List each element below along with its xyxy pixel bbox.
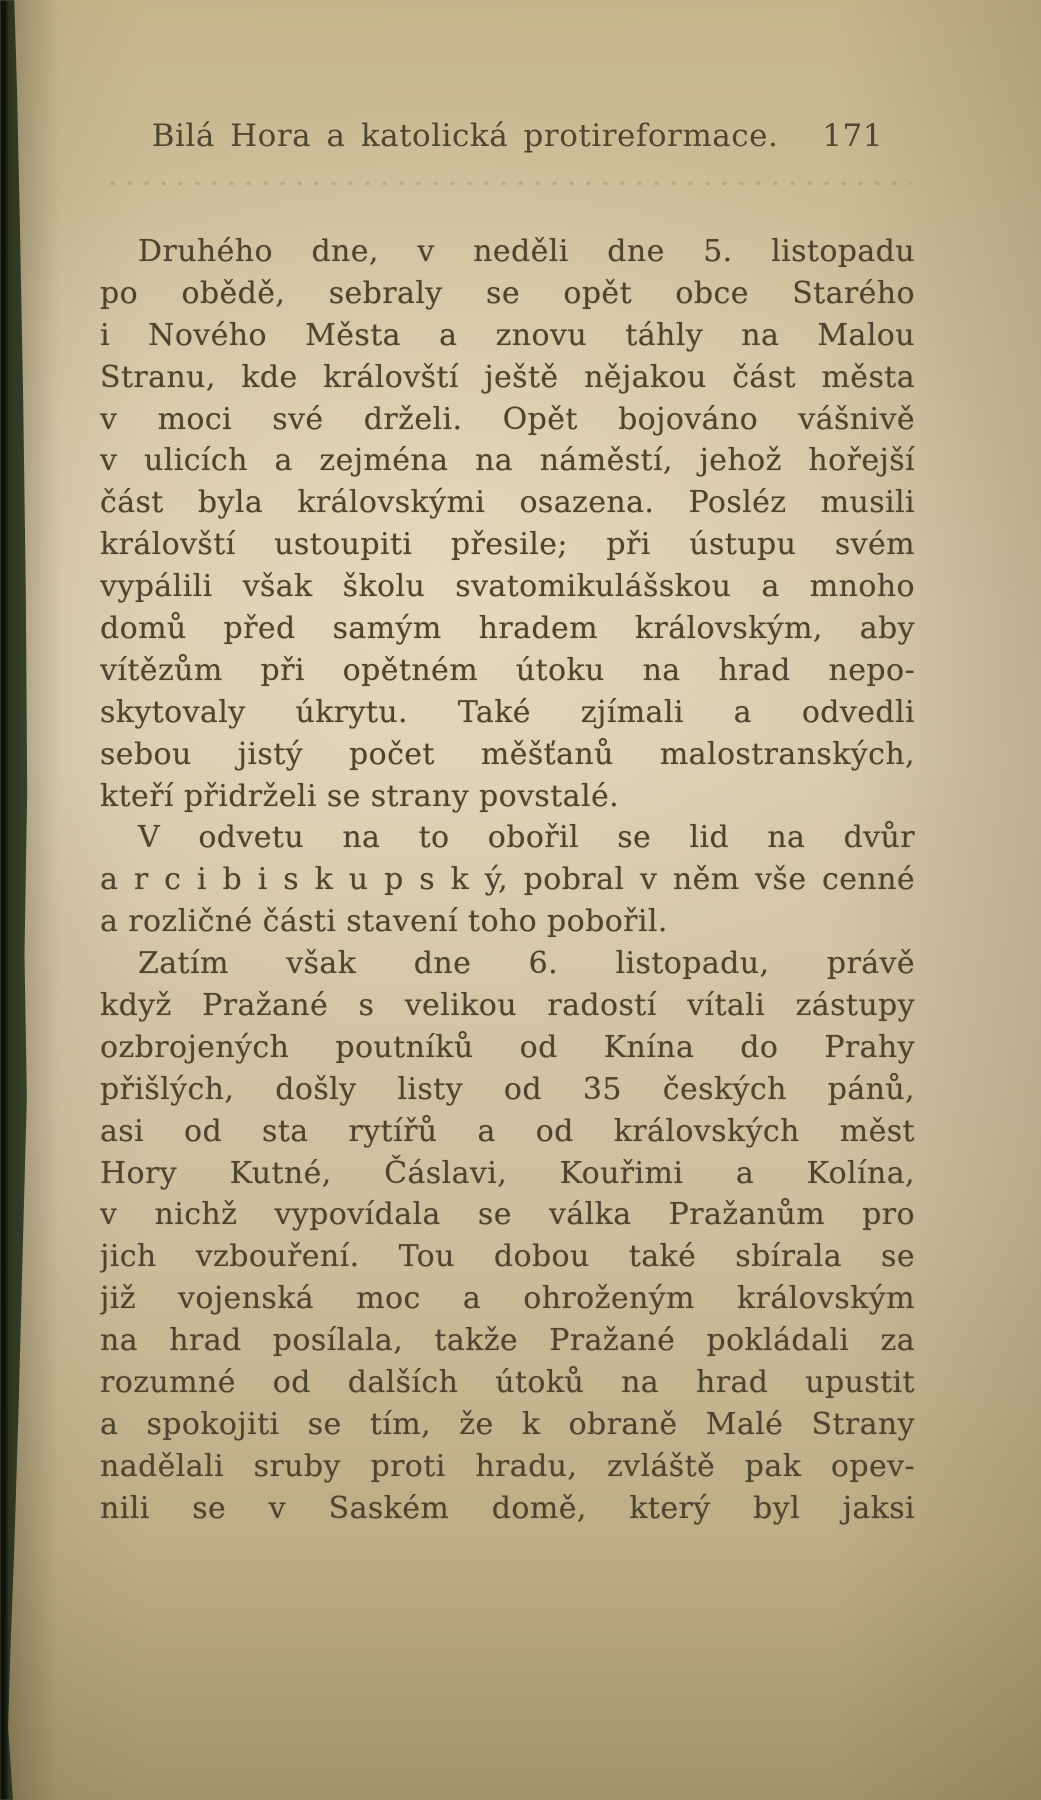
text-line: na hrad posílala, takže Pražané pokládali za (100, 1323, 915, 1359)
text-line: i Nového Města a znovu táhly na Malou (100, 317, 915, 353)
text-line: vítězům při opětném útoku na hrad nepo- (100, 652, 915, 688)
text-line: část byla královskými osazena. Posléz musili (100, 485, 915, 521)
text-line: jich vzbouření. Tou dobou také sbírala se (100, 1239, 915, 1275)
text-line: v moci své drželi. Opět bojováno vášnivě (100, 401, 915, 437)
text-line: přišlých, došly listy od 35 českých pánů, (100, 1071, 915, 1107)
running-header (100, 118, 915, 166)
text-line: Zatím však dne 6. listopadu, právě (138, 946, 915, 982)
text-line: asi od sta rytířů a od královských měst (100, 1113, 915, 1149)
text-line: rozumné od dalších útoků na hrad upustit (100, 1365, 915, 1401)
text-line: vypálili však školu svatomikulášskou a mnoho (100, 569, 915, 605)
text-line: Hory Kutné, Čáslavi, Kouřimi a Kolína, (100, 1155, 915, 1191)
header-rule (108, 182, 911, 185)
text-line: ozbrojených poutníků od Knína do Prahy (100, 1029, 915, 1065)
text-line: královští ustoupiti přesile; při ústupu svém (100, 527, 915, 563)
text-line: když Pražané s velikou radostí vítali zástupy (100, 988, 915, 1024)
binding-edge (0, 0, 34, 1800)
text-line: a rozličné části stavení toho pobořil. (100, 904, 668, 940)
text-line: po obědě, sebraly se opět obce Starého (100, 275, 915, 311)
text-line: Druhého dne, v neděli dne 5. listopadu (138, 234, 915, 269)
text-line: domů před samým hradem královským, aby (100, 611, 915, 647)
text-line: již vojenská moc a ohroženým královským (100, 1281, 915, 1317)
text-line: nadělali sruby proti hradu, zvláště pak opev- (100, 1448, 915, 1484)
text-line: v nichž vypovídala se válka Pražanům pro (100, 1197, 915, 1233)
text-line: a spokojiti se tím, že k obraně Malé Strany (100, 1406, 915, 1442)
text-line: a r c i b i s k u p s k ý, pobral v něm vše cenné (100, 862, 915, 898)
text-line: skytovaly úkrytu. Také zjímali a odvedli (100, 694, 915, 730)
page-number: 171 (822, 118, 883, 154)
text-line: nili se v Saském domě, který byl jaksi (100, 1490, 915, 1526)
text-line: Stranu, kde královští ještě nějakou část města (100, 359, 915, 395)
text-line: V odvetu na to obořil se lid na dvůr (138, 820, 915, 856)
text-line: v ulicích a zejména na náměstí, jehož hořejší (100, 443, 915, 479)
text-line: sebou jistý počet měšťanů malostranských, (100, 736, 915, 772)
page-content (100, 0, 915, 1530)
body-text (100, 231, 915, 1530)
chapter-title: Bilá Hora a katolická protireformace. (151, 118, 779, 154)
text-line: kteří přidrželi se strany povstalé. (100, 778, 620, 814)
